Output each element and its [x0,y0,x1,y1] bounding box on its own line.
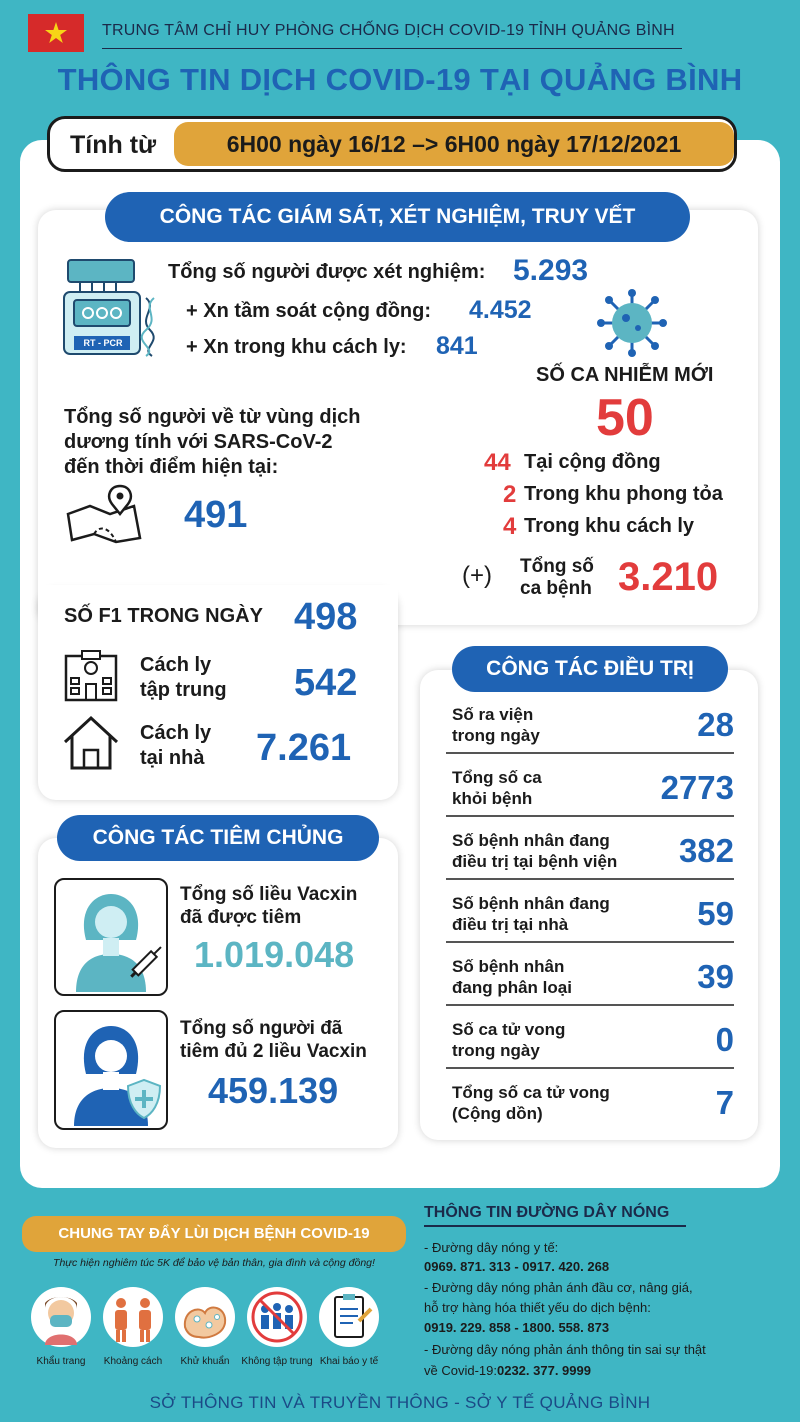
hotline-price-label: - Đường dây nóng phản ánh đầu cơ, nâng giá, [424,1280,693,1295]
health-declaration-icon [319,1287,379,1347]
tested-value: 5.293 [513,254,589,287]
new-community-value: 44 [484,449,511,476]
campaign-subtitle: Thực hiện nghiêm túc 5K để bảo vệ bản thân, gia đình và cộng đồng! [53,1257,375,1269]
returned-label: Tổng số người về từ vùng dịch dương tính với SARS-CoV-2 đến thời điểm hiện tại: [64,406,361,478]
new-cases-label: SỐ CA NHIỄM MỚI [536,364,714,386]
treatment-row-label: Số ca tử vong trong ngày [452,1020,566,1060]
page-title: THÔNG TIN DỊCH COVID-19 TẠI QUẢNG BÌNH [57,62,743,97]
hotline-fake-news-number: 0232. 377. 9999 [496,1363,591,1378]
surveillance-title: CÔNG TÁC GIÁM SÁT, XÉT NGHIỆM, TRUY VẾT [105,192,690,242]
treatment-row-label: Tổng số ca khỏi bệnh [452,768,542,808]
total-cases-label: Tổng số ca bệnh [520,556,594,599]
new-lockdown-value: 2 [503,481,517,508]
rtpcr-label: RT - PCR [83,338,123,348]
quarantine-test-value: 841 [436,332,478,360]
vaccination-title: CÔNG TÁC TIÊM CHỦNG [57,815,379,861]
campaign-slogan: CHUNG TAY ĐẨY LÙI DỊCH BỆNH COVID-19 [22,1216,406,1252]
row-divider [446,1067,734,1069]
new-quarantine-label: Trong khu cách ly [524,515,695,537]
no-gathering-label: Không tập trung [241,1356,313,1367]
treatment-row-value: 382 [678,832,734,869]
date-value: 6H00 ngày 16/12 –> 6H00 ngày 17/12/2021 [174,122,734,166]
treatment-row-value: 39 [697,958,734,995]
row-divider [446,815,734,817]
divider [102,48,682,49]
returned-value: 491 [184,494,248,536]
tested-label: Tổng số người được xét nghiệm: [168,261,486,283]
organization-name: TRUNG TÂM CHỈ HUY PHÒNG CHỐNG DỊCH COVID-19 TỈNH QUẢNG BÌNH [102,22,675,39]
divider [424,1225,686,1227]
health-declaration-label: Khai báo y tế [319,1356,379,1367]
row-divider [446,752,734,754]
new-quarantine-value: 4 [503,513,517,540]
treatment-row-value: 7 [715,1084,734,1121]
treatment-row-label: Số bệnh nhân đang điều trị tại nhà [452,894,610,934]
distance-icon [103,1287,163,1347]
no-gathering-icon [247,1287,307,1347]
community-test-value: 4.452 [469,296,532,324]
plus-sign: (+) [462,562,492,589]
new-community-label: Tại cộng đồng [524,451,661,473]
footer: SỞ THÔNG TIN VÀ TRUYỀN THÔNG - SỞ Y TẾ QUẢNG BÌNH [149,1393,651,1412]
total-cases-value: 3.210 [618,555,719,599]
treatment-row-value: 28 [697,706,734,743]
f1-value: 498 [294,596,358,638]
new-lockdown-label: Trong khu phong tỏa [524,483,723,505]
community-test-label: + Xn tầm soát cộng đồng: [186,300,432,322]
treatment-row-value: 0 [715,1021,734,1058]
row-divider [446,1004,734,1006]
date-range [47,116,737,172]
treatment-row-label: Số ra viện trong ngày [452,705,540,745]
full-dose-label: Tổng số người đã tiêm đủ 2 liều Vacxin [180,1018,367,1062]
hotline-medical-numbers: 0969. 871. 313 - 0917. 420. 268 [424,1259,610,1274]
treatment-row-label: Số bệnh nhân đang phân loại [452,957,572,997]
doses-label: Tổng số liều Vacxin đã được tiêm [180,884,358,928]
hotline-fake-news-label: - Đường dây nóng phản ánh thông tin sai sự thật [424,1342,706,1357]
house-icon [62,714,120,770]
mask-label: Khẩu trang [36,1356,86,1367]
hotline-title: THÔNG TIN ĐƯỜNG DÂY NÓNG [424,1204,670,1221]
map-pin-icon [64,484,144,544]
quarantine-test-label: + Xn trong khu cách ly: [186,336,407,358]
row-divider [446,941,734,943]
central-quarantine-label: Cách ly tập trung [140,654,227,701]
home-quarantine-value: 7.261 [256,727,352,769]
nurse-vaccine-icon [54,878,168,996]
hotline-price-numbers: 0919. 229. 858 - 1800. 558. 873 [424,1320,610,1335]
disinfect-label: Khử khuẩn [180,1356,230,1367]
row-divider [446,878,734,880]
treatment-title: CÔNG TÁC ĐIỀU TRỊ [452,646,728,692]
f1-label: SỐ F1 TRONG NGÀY [64,605,263,627]
treatment-row-label: Tổng số ca tử vong (Cộng dồn) [452,1083,610,1123]
new-cases-value: 50 [596,389,654,447]
disinfect-icon [175,1287,235,1347]
hotline-price-label-2: hỗ trợ hàng hóa thiết yếu do dịch bệnh: [424,1300,651,1315]
treatment-row-value: 2773 [660,769,734,806]
mask-icon [31,1287,91,1347]
treatment-row-label: Số bệnh nhân đang điều trị tại bệnh viện [452,831,618,871]
hotline-medical-label: - Đường dây nóng y tế: [424,1240,559,1255]
central-quarantine-value: 542 [294,662,358,704]
doses-value: 1.019.048 [194,934,355,975]
distance-label: Khoảng cách [103,1356,163,1367]
date-label: Tính từ [70,131,157,159]
home-quarantine-label: Cách ly tại nhà [140,722,212,769]
treatment-row-value: 59 [697,895,734,932]
hotline-fake-news-label-2: về Covid-19:0232. 377. 9999 [424,1363,591,1378]
person-shield-icon [54,1010,168,1130]
vietnam-flag-icon [28,14,84,52]
full-dose-value: 459.139 [208,1070,339,1111]
building-icon [62,650,120,702]
virus-icon [592,288,672,358]
